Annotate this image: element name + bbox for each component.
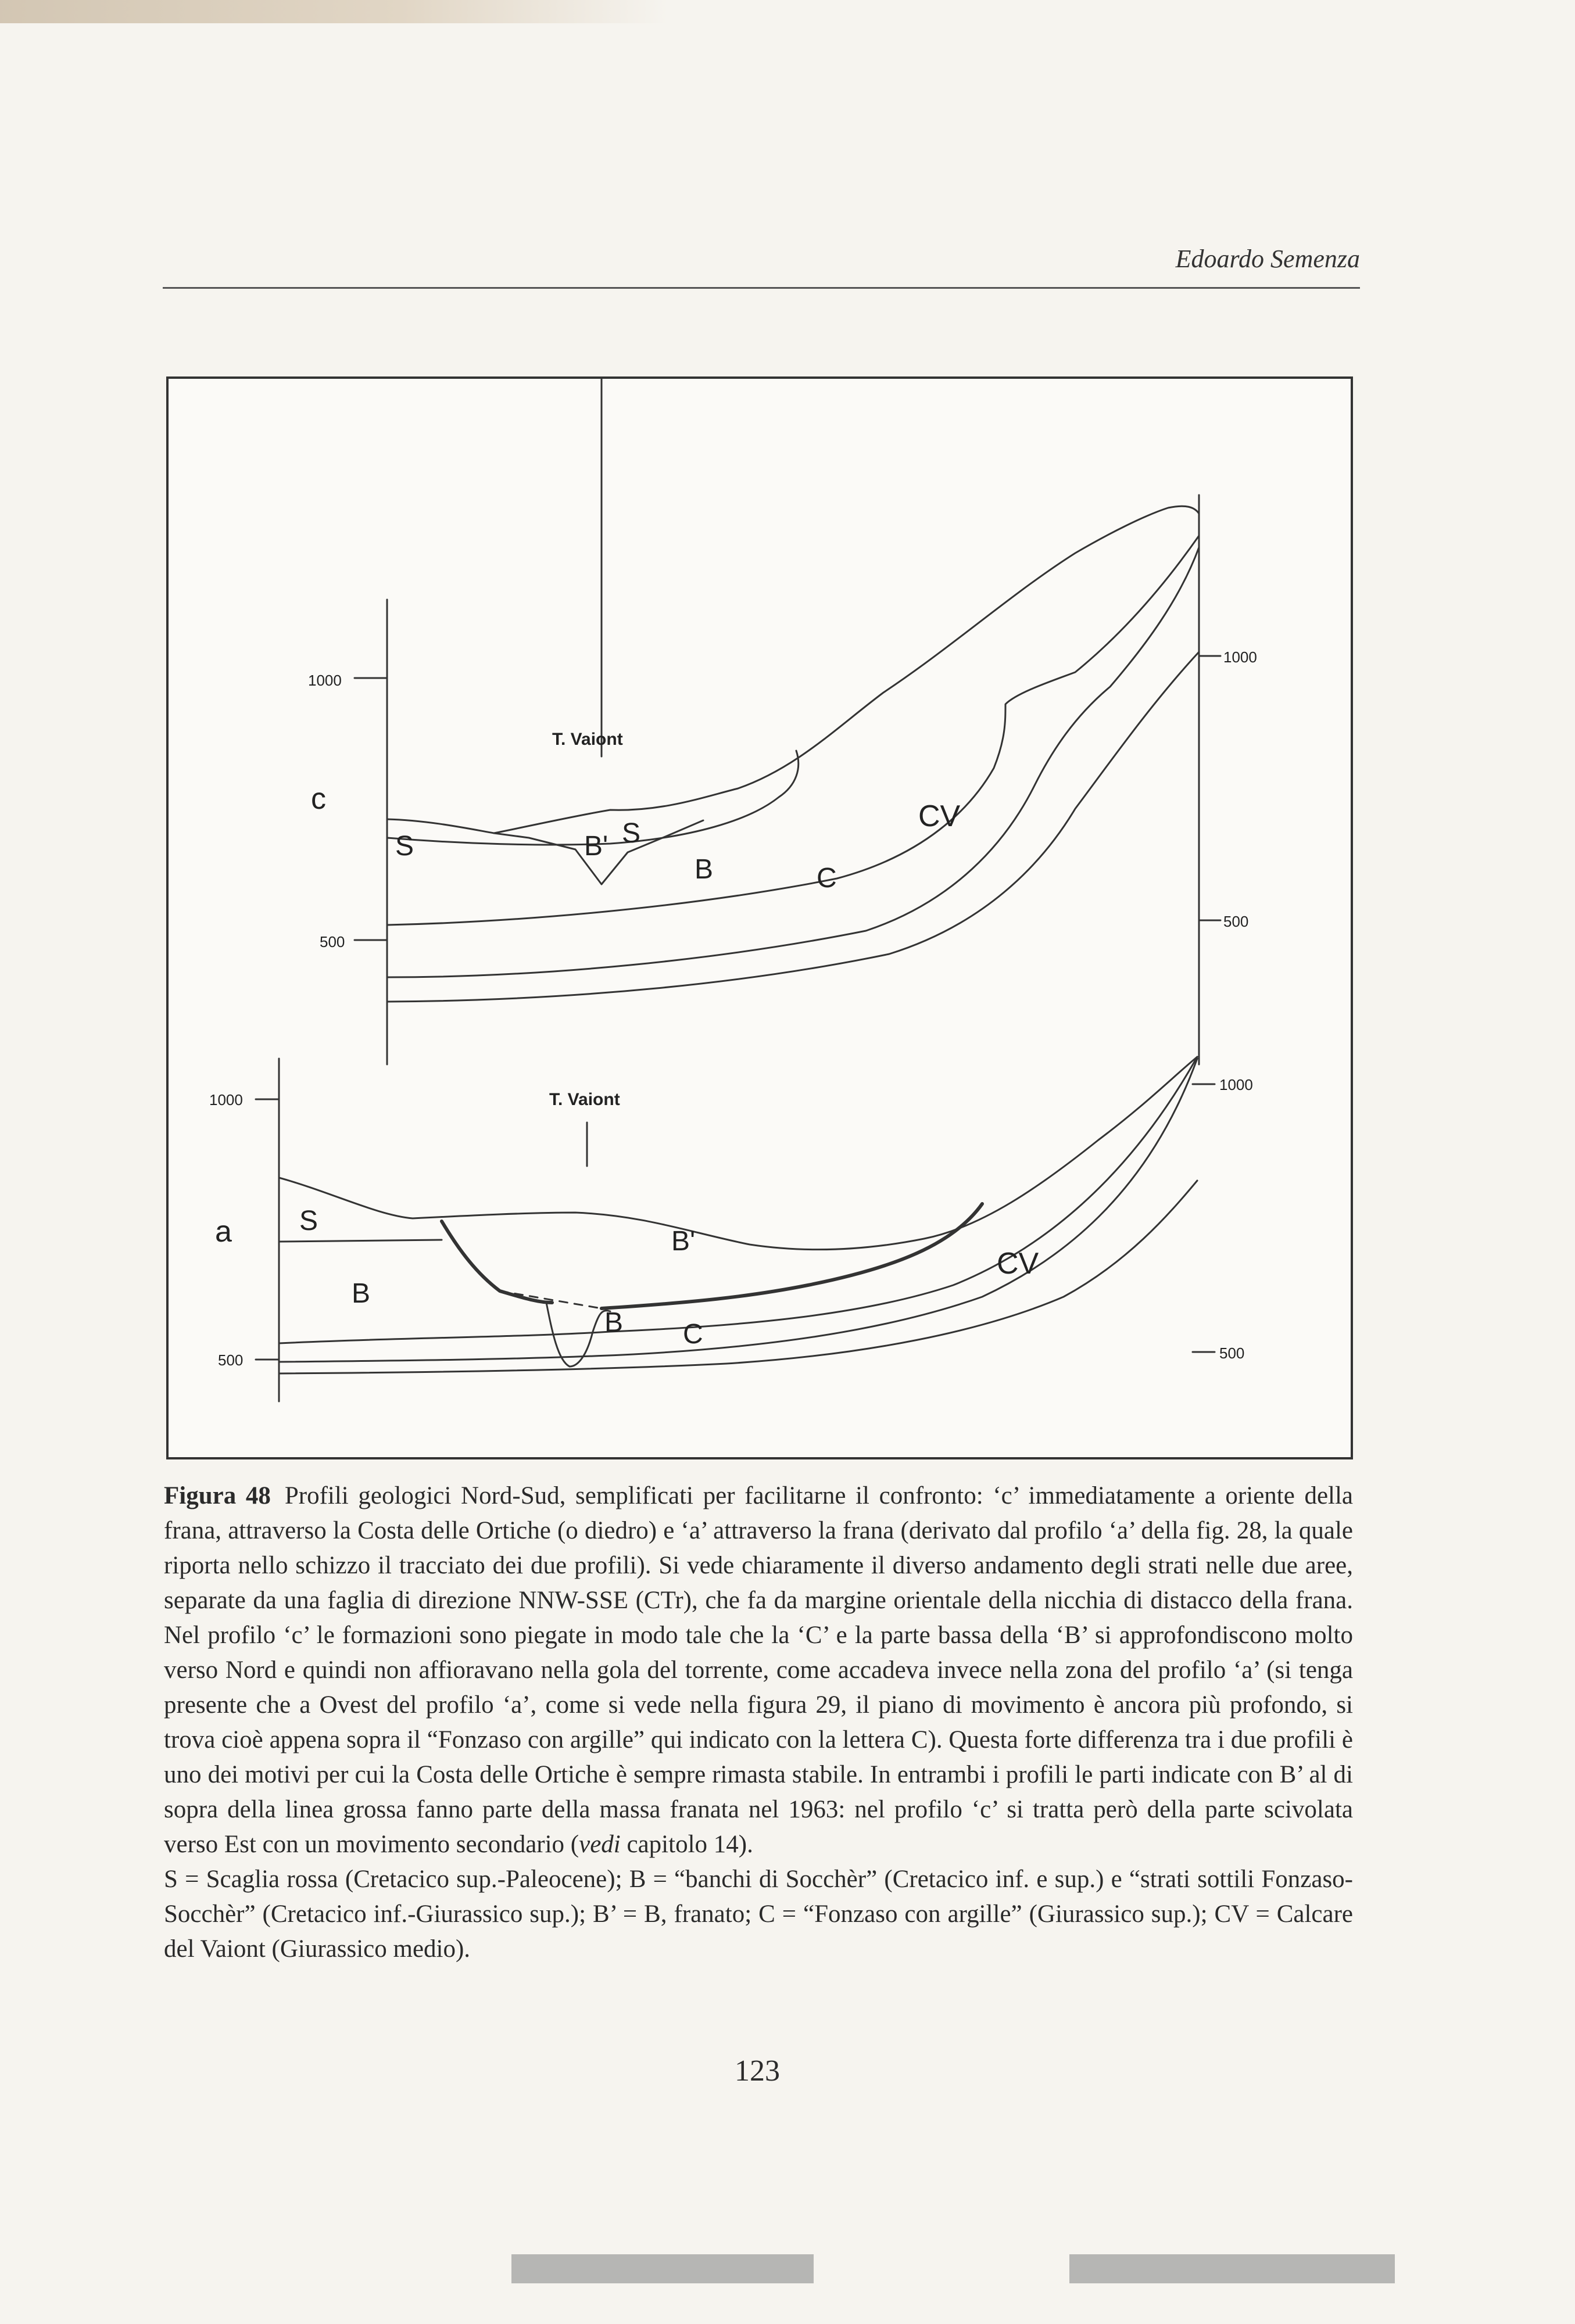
lower-ground-surface xyxy=(279,1057,1197,1250)
figure-caption xyxy=(164,1479,1353,1967)
caption-vedi: vedi xyxy=(579,1831,621,1858)
lower-right-elev-1000: 1000 xyxy=(1219,1076,1253,1093)
lower-slip-surface xyxy=(442,1204,982,1308)
lower-top-of-c xyxy=(279,1057,1197,1343)
lower-slip-dashed xyxy=(500,1291,602,1308)
lower-base-of-s xyxy=(279,1240,442,1242)
upper-unit-cv: CV xyxy=(918,799,961,833)
lower-elev-500-label: 500 xyxy=(218,1351,244,1369)
upper-unit-s-right: S xyxy=(622,818,641,849)
scan-bottom-shadow-left xyxy=(511,2254,814,2283)
upper-profile-letter: c xyxy=(311,782,326,816)
caption-main-text: Profili geologici Nord-Sud, semplificati per facilitarne il confronto: ‘c’ immediatamente a oriente della frana, attraverso la Costa delle Ortiche (o diedro) e ‘a’ attraverso la frana (derivato dal profilo ‘a’ della fig. 28, la quale riporta nello schizzo il tracciato dei due profili). Si vede chiaramente il diverso andamento degli strati nelle due aree, separate da una faglia di direzione NNW-SSE (CTr), che fa da margine orientale della nicchia di distacco della frana. Nel profilo ‘c’ le formazioni sono piegate in modo tale che la ‘C’ e la parte bassa della ‘B’ si approfondiscono molto verso Nord e quindi non affioravano nella gola del torrente, come accadeva invece nella zona del profilo ‘a’ (si tenga presente che a Ovest del profilo ‘a’, come si vede nella figura 29, il piano di movimento è ancora più profondo, si trova cioè appena sopra il “Fonzaso con argille” qui indicato con la lettera C). Questa forte differenza tra i due profili è uno dei motivi per cui la Costa delle Ortiche è sempre rimasta stabile. In entrambi i profili le parti indicate con B’ al di sopra della linea grossa fanno parte della massa franata nel 1963: nel profilo ‘c’ si tratta però della parte scivolata verso Est con un movimento secondario ( xyxy=(164,1482,1354,1858)
lower-river-label: T. Vaiont xyxy=(549,1090,620,1109)
caption-chapter-ref: capitolo 14). xyxy=(620,1831,753,1858)
lower-unit-b-small: B xyxy=(604,1307,624,1338)
upper-unit-b-prime: B' xyxy=(584,831,608,862)
page-number: 123 xyxy=(735,2054,780,2088)
upper-river-label: T. Vaiont xyxy=(552,730,623,749)
geologic-profiles-diagram xyxy=(169,379,1351,1457)
lower-profile-letter: a xyxy=(215,1215,232,1249)
lower-base-of-c xyxy=(279,1059,1197,1362)
figure-48-frame xyxy=(166,376,1353,1459)
lower-unit-cv: CV xyxy=(997,1247,1039,1281)
lower-elev-1000-label: 1000 xyxy=(209,1091,243,1109)
upper-unit-b: B xyxy=(695,854,714,885)
upper-right-elev-500: 500 xyxy=(1223,913,1249,930)
lower-unit-b-prime: B' xyxy=(671,1226,696,1257)
header-rule xyxy=(163,287,1360,289)
lower-deep-layer xyxy=(279,1181,1197,1373)
upper-unit-c: C xyxy=(817,863,837,894)
upper-unit-s-left: S xyxy=(395,831,414,862)
upper-top-of-c xyxy=(387,536,1199,925)
lower-unit-b-left: B xyxy=(352,1278,371,1309)
scan-edge-shadow xyxy=(0,0,668,23)
scan-bottom-shadow-right xyxy=(1069,2254,1395,2283)
upper-base-of-c xyxy=(387,547,1199,977)
upper-elev-500-label: 500 xyxy=(320,933,345,951)
upper-deep-layer xyxy=(387,652,1199,1002)
lower-right-elev-500: 500 xyxy=(1219,1344,1245,1362)
caption-text xyxy=(164,1479,1353,1862)
running-header-author: Edoardo Semenza xyxy=(1175,245,1360,273)
caption-legend: S = Scaglia rossa (Cretacico sup.-Paleocene); B = “banchi di Socchèr” (Cretacico inf. e sup.) e “strati sottili Fonzaso-Socchèr” (Cretacico inf.-Giurassico sup.); B’ = B, franato; C = “Fonzaso con argille” (Giurassico sup.); CV = Calcare del Vaiont (Giurassico medio). xyxy=(164,1866,1353,1963)
upper-elev-1000-label: 1000 xyxy=(308,672,342,689)
upper-right-elev-1000: 1000 xyxy=(1223,648,1257,666)
lower-unit-c: C xyxy=(683,1319,703,1350)
lower-unit-s: S xyxy=(299,1206,318,1236)
figure-label: Figura 48 xyxy=(164,1482,271,1509)
